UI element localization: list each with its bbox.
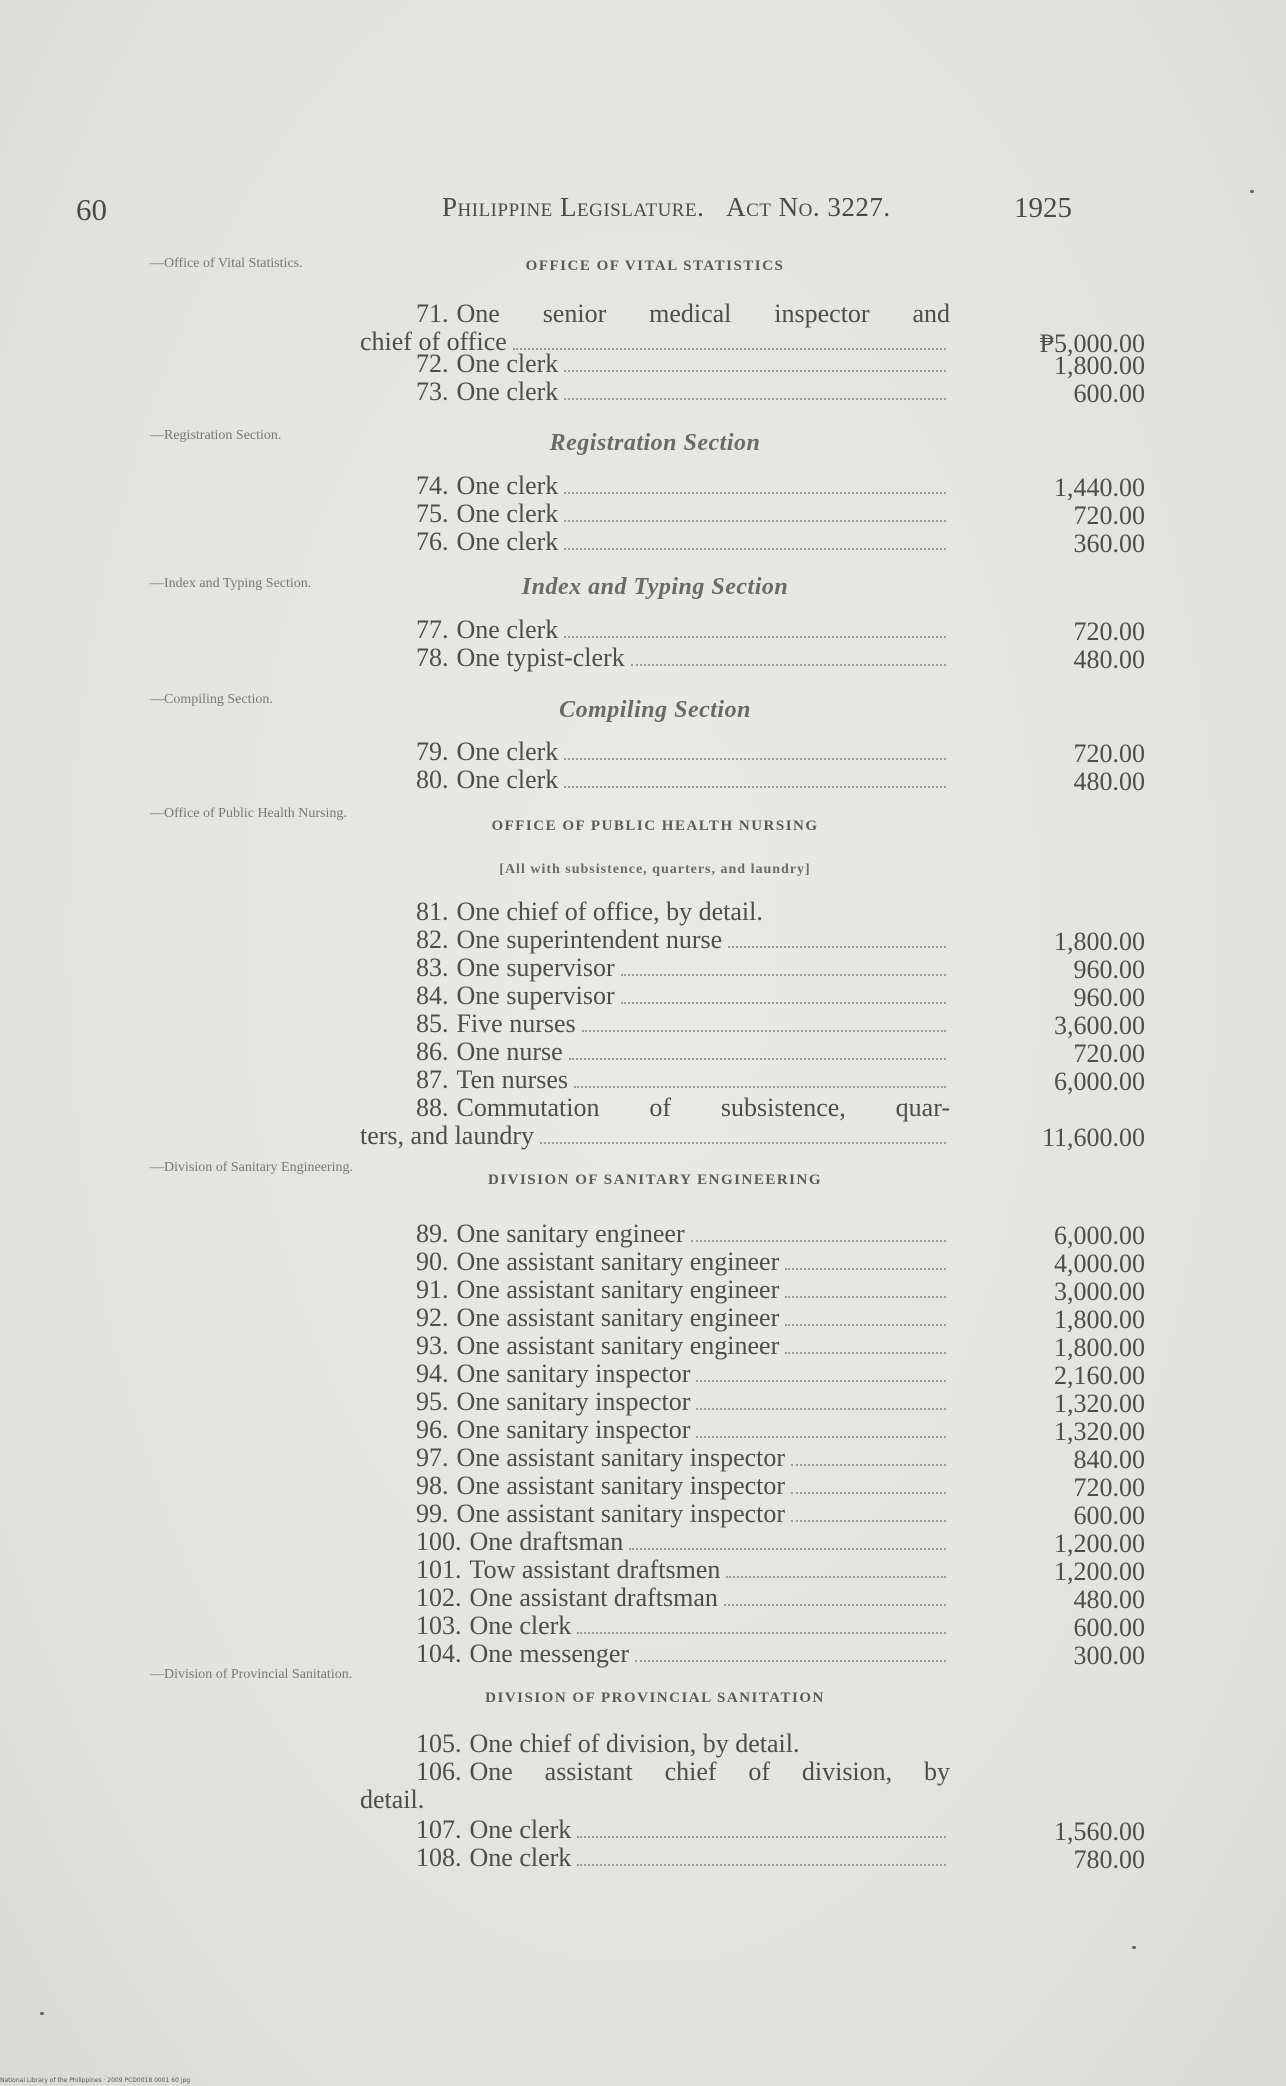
item-amount: 600.00 <box>1073 1613 1145 1642</box>
item-number: 75. <box>416 499 449 528</box>
dot-leader <box>564 786 946 788</box>
margin-note: —Division of Sanitary Engineering. <box>150 1160 353 1175</box>
appropriation-item <box>360 1066 950 1095</box>
appropriation-item <box>360 1276 950 1305</box>
item-amount: 480.00 <box>1073 1585 1145 1614</box>
dot-leader <box>635 1660 946 1662</box>
item-amount: 4,000.00 <box>1054 1249 1145 1278</box>
item-text: Five nurses <box>456 1009 576 1038</box>
margin-note: —Index and Typing Section. <box>150 576 312 591</box>
section-heading: Index and Typing Section <box>521 574 789 600</box>
item-number: 108. <box>416 1843 462 1872</box>
dot-leader <box>564 398 946 400</box>
item-amount: 1,320.00 <box>1054 1389 1145 1418</box>
page-year: 1925 <box>1014 192 1072 224</box>
appropriation-item <box>360 472 950 501</box>
margin-note: —Registration Section. <box>150 428 282 443</box>
appropriation-item <box>360 1220 950 1249</box>
dot-leader <box>791 1464 946 1466</box>
item-text: One clerk <box>456 349 559 378</box>
appropriation-item <box>360 1640 950 1669</box>
scan-speck <box>40 2012 44 2015</box>
item-number: 90. <box>416 1247 449 1276</box>
section-heading: Registration Section <box>549 430 761 456</box>
item-number: 93. <box>416 1331 449 1360</box>
item-number: 105. <box>416 1729 462 1758</box>
item-amount: 360.00 <box>1073 529 1145 558</box>
item-amount: 480.00 <box>1073 767 1145 796</box>
dot-leader <box>696 1408 946 1410</box>
item-amount: 840.00 <box>1073 1445 1145 1474</box>
appropriation-item <box>360 926 950 955</box>
item-amount: 2,160.00 <box>1054 1361 1145 1390</box>
appropriation-item <box>360 350 950 379</box>
item-text-continued: chief of office <box>360 327 507 356</box>
appropriation-item <box>360 1556 950 1585</box>
item-amount: 720.00 <box>1073 617 1145 646</box>
margin-note: —Compiling Section. <box>150 692 273 707</box>
appropriation-item <box>360 982 950 1011</box>
dot-leader <box>696 1436 946 1438</box>
running-head <box>442 192 891 223</box>
appropriation-item <box>360 528 950 557</box>
item-amount: 780.00 <box>1073 1845 1145 1874</box>
item-number: 87. <box>416 1065 449 1094</box>
item-text: One sanitary inspector <box>456 1359 691 1388</box>
appropriation-item <box>360 1038 950 1067</box>
item-text: One clerk <box>456 765 559 794</box>
item-amount: 720.00 <box>1073 1473 1145 1502</box>
item-number: 82. <box>416 925 449 954</box>
dot-leader <box>621 974 946 976</box>
item-number: 101. <box>416 1555 462 1584</box>
item-number: 84. <box>416 981 449 1010</box>
appropriation-item <box>360 1584 950 1613</box>
appropriation-item <box>360 954 950 983</box>
margin-note: —Division of Provincial Sanitation. <box>150 1667 353 1682</box>
appropriation-item <box>360 1248 950 1277</box>
section-note: [All with subsistence, quarters, and laundry] <box>499 862 811 877</box>
dot-leader <box>564 548 946 550</box>
appropriation-item <box>360 300 950 357</box>
item-text-continued: detail. <box>360 1785 425 1814</box>
item-text: One clerk <box>469 1815 572 1844</box>
item-amount: 11,600.00 <box>1041 1123 1145 1152</box>
section-heading: OFFICE OF PUBLIC HEALTH NURSING <box>491 818 819 834</box>
item-text: One nurse <box>456 1037 563 1066</box>
item-text: One assistant chief of division, by <box>469 1757 950 1786</box>
item-amount: 1,560.00 <box>1054 1817 1145 1846</box>
dot-leader <box>540 1142 946 1144</box>
item-number: 72. <box>416 349 449 378</box>
item-amount: 6,000.00 <box>1054 1067 1145 1096</box>
item-text: One supervisor <box>456 981 615 1010</box>
item-amount: 1,200.00 <box>1054 1557 1145 1586</box>
item-text: One sanitary inspector <box>456 1415 691 1444</box>
item-text: One clerk <box>456 377 559 406</box>
item-amount: 1,800.00 <box>1054 1333 1145 1362</box>
appropriation-item <box>360 1304 950 1333</box>
dot-leader <box>564 758 946 760</box>
item-amount: 480.00 <box>1073 645 1145 674</box>
item-amount: 720.00 <box>1073 739 1145 768</box>
item-amount: 1,320.00 <box>1054 1417 1145 1446</box>
appropriation-item <box>360 1528 950 1557</box>
appropriation-item <box>360 378 950 407</box>
item-text: One sanitary inspector <box>456 1387 691 1416</box>
item-text-continued: ters, and laundry <box>360 1121 535 1150</box>
appropriation-item <box>360 1416 950 1445</box>
appropriation-item <box>360 1472 950 1501</box>
dot-leader <box>631 664 946 666</box>
appropriation-item <box>360 500 950 529</box>
dot-leader <box>785 1352 946 1354</box>
dot-leader <box>785 1296 946 1298</box>
item-number: 107. <box>416 1815 462 1844</box>
appropriation-item <box>360 1332 950 1361</box>
scan-speck <box>1250 190 1254 193</box>
item-text: One clerk <box>456 471 559 500</box>
dot-leader <box>569 1058 946 1060</box>
item-amount: 720.00 <box>1073 501 1145 530</box>
item-amount: 600.00 <box>1073 379 1145 408</box>
item-number: 77. <box>416 615 449 644</box>
item-text: One typist-clerk <box>456 643 625 672</box>
section-heading: OFFICE OF VITAL STATISTICS <box>525 258 785 274</box>
item-number: 96. <box>416 1415 449 1444</box>
item-text: One assistant sanitary engineer <box>456 1303 780 1332</box>
dot-leader <box>726 1576 946 1578</box>
item-number: 76. <box>416 527 449 556</box>
item-number: 88. <box>416 1093 449 1122</box>
dot-leader <box>629 1548 946 1550</box>
item-text: One assistant sanitary engineer <box>456 1247 780 1276</box>
dot-leader <box>577 1836 946 1838</box>
dot-leader <box>691 1240 946 1242</box>
appropriation-item <box>360 644 950 673</box>
item-amount: 1,200.00 <box>1054 1529 1145 1558</box>
running-head-title: Philippine Legislature. <box>442 192 705 222</box>
item-text: One assistant sanitary inspector <box>456 1499 786 1528</box>
dot-leader <box>564 492 946 494</box>
margin-note: —Office of Vital Statistics. <box>150 256 303 271</box>
item-number: 79. <box>416 737 449 766</box>
item-amount: 960.00 <box>1073 955 1145 984</box>
page-number: 60 <box>76 192 107 227</box>
appropriation-item <box>360 766 950 795</box>
item-text: One assistant draftsman <box>469 1583 718 1612</box>
item-text: One senior medical inspector and <box>456 299 950 328</box>
item-number: 97. <box>416 1443 449 1472</box>
item-text: One messenger <box>469 1639 630 1668</box>
item-number: 94. <box>416 1359 449 1388</box>
appropriation-item <box>360 1844 950 1873</box>
appropriation-item <box>360 1758 950 1814</box>
item-text: Ten nurses <box>456 1065 569 1094</box>
item-text: One clerk <box>456 737 559 766</box>
item-amount: 6,000.00 <box>1054 1221 1145 1250</box>
item-text: One draftsman <box>469 1527 624 1556</box>
item-text: One clerk <box>456 527 559 556</box>
dot-leader <box>564 370 946 372</box>
item-text: One clerk <box>469 1843 572 1872</box>
dot-leader <box>564 636 946 638</box>
appropriation-item <box>360 738 950 767</box>
item-amount: 1,440.00 <box>1054 473 1145 502</box>
dot-leader <box>785 1268 946 1270</box>
item-text: One assistant sanitary engineer <box>456 1331 780 1360</box>
item-number: 92. <box>416 1303 449 1332</box>
running-head-act: Act No. 3227. <box>726 192 891 222</box>
item-number: 80. <box>416 765 449 794</box>
appropriation-item <box>360 898 950 926</box>
margin-note: —Office of Public Health Nursing. <box>150 806 347 821</box>
item-number: 99. <box>416 1499 449 1528</box>
dot-leader <box>582 1030 946 1032</box>
item-amount: 1,800.00 <box>1054 927 1145 956</box>
appropriation-item <box>360 1612 950 1641</box>
dot-leader <box>728 946 946 948</box>
item-number: 98. <box>416 1471 449 1500</box>
dot-leader <box>621 1002 946 1004</box>
section-heading: Compiling Section <box>559 697 751 723</box>
item-number: 83. <box>416 953 449 982</box>
item-text: Tow assistant draftsmen <box>469 1555 721 1584</box>
scan-footer: National Library of the Philippines · 2009 PCD0018 0001 60 jpg <box>0 2077 191 2084</box>
item-number: 89. <box>416 1219 449 1248</box>
item-number: 86. <box>416 1037 449 1066</box>
item-number: 85. <box>416 1009 449 1038</box>
item-amount: 960.00 <box>1073 983 1145 1012</box>
item-text: One sanitary engineer <box>456 1219 685 1248</box>
item-amount: 300.00 <box>1073 1641 1145 1670</box>
item-number: 102. <box>416 1583 462 1612</box>
item-text: One clerk <box>456 615 559 644</box>
item-amount: ₱5,000.00 <box>1039 329 1145 358</box>
item-amount: 600.00 <box>1073 1501 1145 1530</box>
appropriation-item <box>360 616 950 645</box>
dot-leader <box>696 1380 946 1382</box>
item-text: One superintendent nurse <box>456 925 723 954</box>
item-text: One clerk <box>469 1611 572 1640</box>
appropriation-item <box>360 1730 950 1758</box>
appropriation-item <box>360 1500 950 1529</box>
item-amount: 3,600.00 <box>1054 1011 1145 1040</box>
item-number: 95. <box>416 1387 449 1416</box>
item-text: Commutation of subsistence, quar- <box>456 1093 950 1122</box>
dot-leader <box>724 1604 946 1606</box>
item-text: One chief of division, by detail. <box>469 1729 800 1758</box>
section-heading: DIVISION OF SANITARY ENGINEERING <box>487 1172 823 1188</box>
item-number: 78. <box>416 643 449 672</box>
appropriation-item <box>360 1094 950 1151</box>
item-number: 91. <box>416 1275 449 1304</box>
item-number: 74. <box>416 471 449 500</box>
dot-leader <box>791 1492 946 1494</box>
item-number: 71. <box>416 299 449 328</box>
dot-leader <box>785 1324 946 1326</box>
dot-leader <box>791 1520 946 1522</box>
section-heading: DIVISION OF PROVINCIAL SANITATION <box>485 1690 825 1706</box>
item-text: One assistant sanitary inspector <box>456 1443 786 1472</box>
item-number: 103. <box>416 1611 462 1640</box>
item-text: One chief of office, by detail. <box>456 897 763 926</box>
item-text: One assistant sanitary engineer <box>456 1275 780 1304</box>
item-amount: 1,800.00 <box>1054 1305 1145 1334</box>
item-text: One clerk <box>456 499 559 528</box>
appropriation-item <box>360 1360 950 1389</box>
item-number: 81. <box>416 897 449 926</box>
appropriation-item <box>360 1388 950 1417</box>
appropriation-item <box>360 1444 950 1473</box>
item-amount: 1,800.00 <box>1054 351 1145 380</box>
appropriation-item <box>360 1010 950 1039</box>
item-amount: 3,000.00 <box>1054 1277 1145 1306</box>
dot-leader <box>577 1632 946 1634</box>
scan-speck <box>1132 1946 1136 1949</box>
item-amount: 720.00 <box>1073 1039 1145 1068</box>
item-number: 100. <box>416 1527 462 1556</box>
dot-leader <box>577 1864 946 1866</box>
item-number: 104. <box>416 1639 462 1668</box>
item-text: One assistant sanitary inspector <box>456 1471 786 1500</box>
item-number: 73. <box>416 377 449 406</box>
dot-leader <box>564 520 946 522</box>
appropriation-item <box>360 1816 950 1845</box>
item-number: 106. <box>416 1757 462 1786</box>
item-text: One supervisor <box>456 953 615 982</box>
dot-leader <box>574 1086 946 1088</box>
